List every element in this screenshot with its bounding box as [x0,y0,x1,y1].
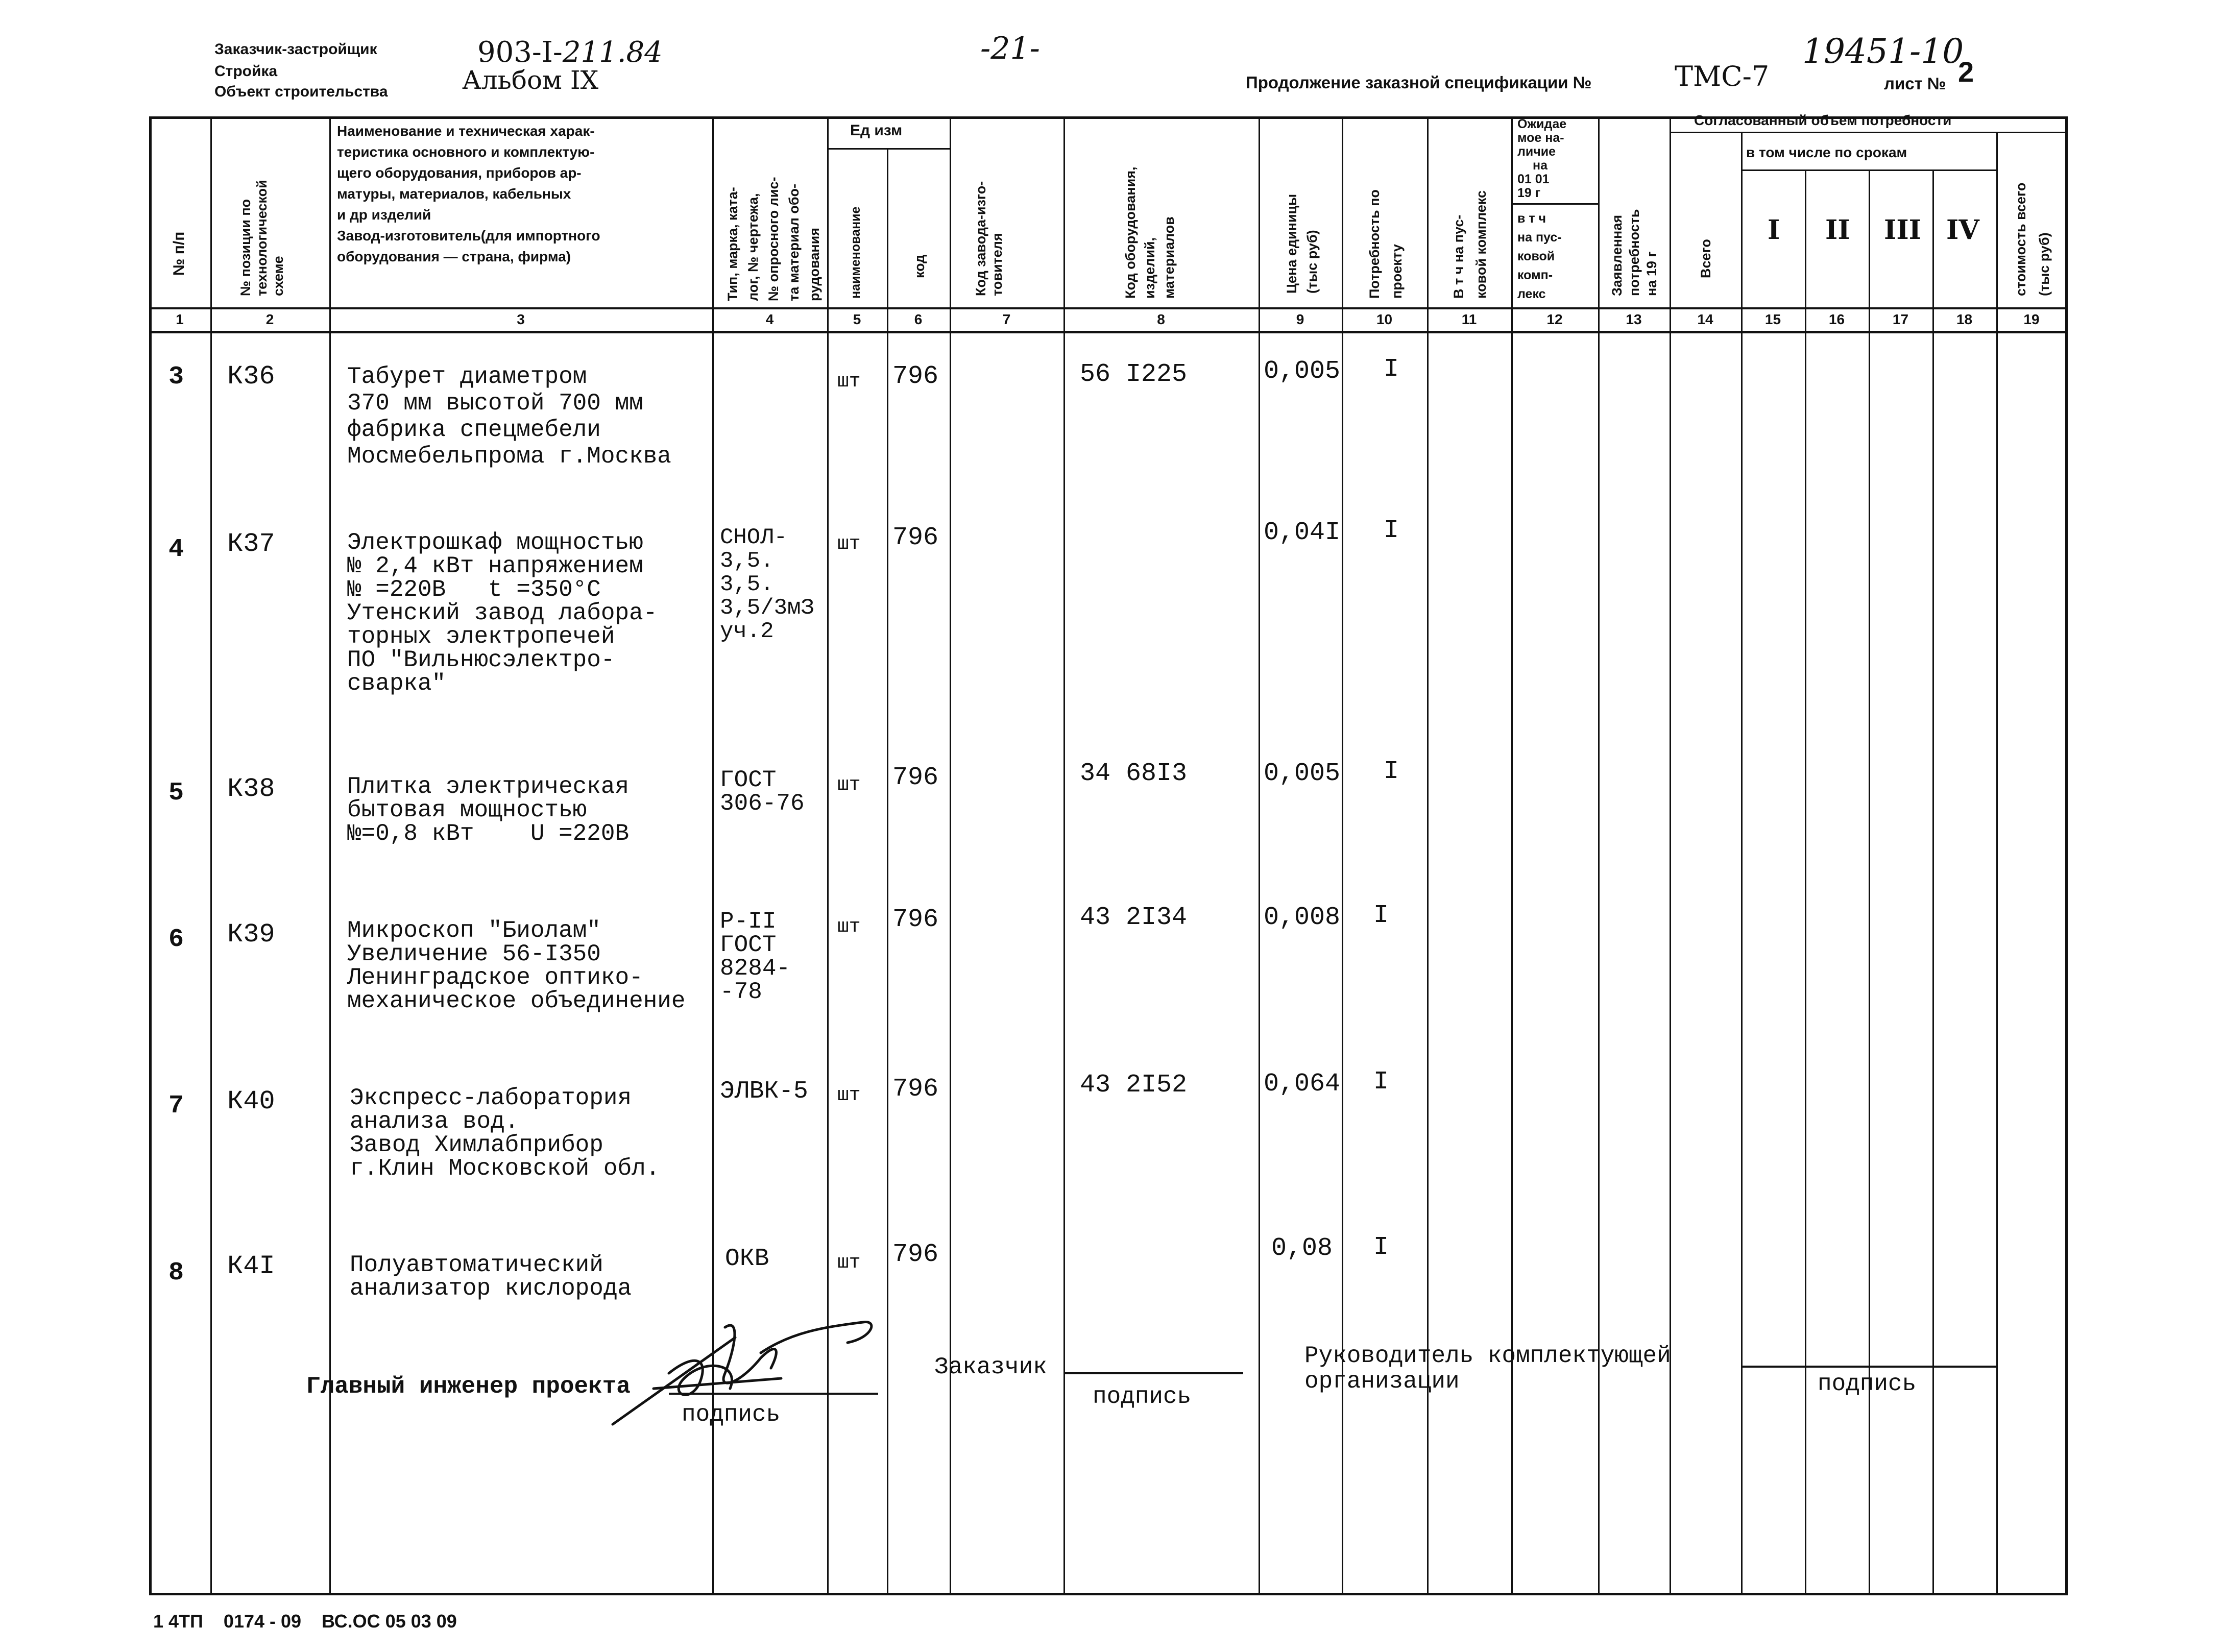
c12-split-rule [1511,203,1598,205]
col-num: 6 [914,311,923,327]
header-c14: Всего [1698,239,1713,278]
col-num: 3 [517,311,525,327]
table-border-bottom [149,1593,2068,1595]
row-number: 3 [168,362,184,392]
col-num: 9 [1296,311,1304,327]
header-c6: код [912,254,927,278]
required-qty: I [1373,1067,1389,1097]
header-c13: Заявленная потребность на 19 г [1609,209,1659,296]
position-code: К37 [227,529,275,559]
header-c5: наименование [849,206,863,299]
col-num: 18 [1956,311,1973,327]
unit-price: 0,08 [1271,1234,1333,1263]
header-term-group: в том числе по срокам [1746,144,1907,160]
col-divider-1 [210,116,212,1595]
equipment-code: 43 2I34 [1080,903,1188,932]
col-num: 11 [1461,311,1477,327]
col-num: 17 [1892,311,1909,327]
item-unit: шт [837,774,861,796]
item-type: ОКВ [725,1245,769,1273]
header-c18: IV [1946,214,1979,246]
sheet-number: 2 [1958,56,1974,88]
header-c16: II [1825,214,1850,246]
supplier-head-label-line2: организации [1304,1368,1460,1395]
col-divider-14 [1741,132,1743,1595]
header-agreed-group: Согласованный объем потребности [1694,112,1952,128]
item-unit: шт [837,1084,861,1106]
header-c11: В т ч на пус- ковой комплекс [1451,190,1489,299]
item-unit: шт [837,1252,861,1274]
project-code [477,36,663,69]
header-c7: Код завода-изго- товителя [973,181,1005,296]
item-type: ЭЛВК-5 [720,1078,808,1105]
header-c8: Код оборудования, изделий, материалов [1123,166,1177,299]
col-divider-17 [1932,169,1934,1595]
row-number: 6 [168,925,184,954]
col-divider-11 [1511,116,1513,1595]
unit-code: 796 [892,362,939,391]
col-num: 15 [1764,311,1781,327]
col-num: 2 [265,311,274,327]
item-unit: шт [837,916,861,938]
equipment-code: 34 68I3 [1080,759,1188,788]
col-divider-15 [1805,169,1806,1595]
site-label: Стройка [214,63,278,80]
col-num: 19 [2023,311,2040,327]
col-divider-12 [1598,116,1600,1595]
supplier-head-label-line1: Руководитель комплектующей [1304,1343,1671,1369]
col-num: 12 [1546,311,1563,327]
header-c3: Наименование и техническая харак- теристика основного и комплектую- щего оборудования, приборов ар- матуры, материалов, кабельных и др изделий Завод-изготовитель(для импортного оборудования — страна, фирма) [337,123,600,264]
col-divider-8 [1259,116,1260,1595]
col-num: 4 [765,311,774,327]
header-c19: стоимость всего (тыс руб) [2013,182,2052,296]
col-num: 14 [1697,311,1713,327]
unit-code: 796 [892,1240,939,1269]
equipment-code: 56 I225 [1080,360,1188,389]
unit-price: 0,005 [1264,357,1341,386]
header-number-row-bottom [149,331,2068,333]
header-c1: № п/п [171,231,187,276]
project-code-printed: 903-I- [477,36,563,69]
required-qty: I [1373,1233,1389,1262]
required-qty: I [1384,757,1399,786]
customer-signature-caption: подпись [1093,1383,1192,1410]
document-number: 19451-10 [1802,32,1964,71]
header-c2: № позиции по технологической схеме [238,180,286,296]
header-c10: Потребность по проекту [1367,189,1405,299]
col-num: 10 [1376,311,1393,327]
supplier-signature-caption: подпись [1818,1371,1917,1397]
customer-label: Заказчик-застройщик [214,41,377,58]
table-border-left [149,116,152,1595]
unit-code: 796 [892,905,939,934]
item-name: Табурет диаметром 370 мм высотой 700 мм фабрика спецмебели Мосмебельпрома г.Москва [347,363,671,470]
signature-stroke [761,1322,872,1353]
col-divider-18 [1996,132,1998,1595]
row-number: 4 [168,535,184,564]
col-num: 7 [1002,311,1011,327]
header-c15: I [1768,214,1780,246]
object-label: Объект строительства [214,83,388,100]
item-type: Р-II ГОСТ 8284- -78 [720,908,791,1005]
unit-price: 0,008 [1264,903,1341,932]
row-number: 8 [168,1258,184,1287]
item-unit: шт [837,533,861,555]
continuation-label: Продолжение заказной спецификации № [1246,73,1592,92]
project-code-handwritten: 211.84 [562,36,663,69]
chief-engineer-label: Главный инженер проекта [306,1373,631,1400]
footer-code: 1 4ТП 0174 - 09 ВС.ОС 05 03 09 [153,1611,457,1632]
unit-group-rule [827,148,950,150]
item-type: ГОСТ 306-76 [720,767,805,817]
album-label: Альбом IX [462,65,599,95]
unit-price: 0,064 [1264,1070,1341,1099]
position-code: К39 [227,919,275,950]
header-c4: Тип, марка, ката- лог, № чертежа, № опросного лис- та материал обо- рудования [725,177,822,301]
col-num: 16 [1828,311,1845,327]
item-name: Микроскоп "Биолам" Увеличение 56-I350 Ленинградское оптико- механическое объединение [347,917,686,1014]
row-number: 7 [168,1091,184,1121]
header-number-row-top [149,307,2068,309]
col-num: 5 [853,311,861,327]
unit-price: 0,005 [1264,759,1341,788]
unit-code: 796 [892,1075,939,1104]
unit-price: 0,04I [1264,518,1341,547]
chief-engineer-signature-caption: подпись [682,1401,781,1428]
supplier-signature-line [1741,1366,1996,1368]
col-num: 13 [1626,311,1642,327]
header-unit-group: Ед изм [850,122,903,139]
col-divider-5 [887,148,888,1595]
item-type: СНОЛ- 3,5. 3,5. 3,5/3мЗ уч.2 [720,525,814,644]
position-code: К40 [227,1086,275,1116]
required-qty: I [1373,901,1389,930]
sheet-label: лист № [1884,74,1946,93]
equipment-code: 43 2I52 [1080,1071,1188,1100]
item-name: Плитка электрическая бытовая мощностью №=0,8 кВт U =220В [347,773,630,847]
handwritten-signature [608,1297,883,1429]
spec-number: ТМС-7 [1675,60,1770,92]
position-code: К36 [227,361,275,392]
col-divider-13 [1670,116,1671,1595]
required-qty: I [1384,516,1399,545]
agreed-group-rule [1670,132,2068,133]
col-num: 1 [176,311,184,327]
item-unit: шт [837,371,861,393]
customer-label: Заказчик [934,1354,1047,1380]
col-num: 8 [1157,311,1165,327]
item-name: Полуавтоматический анализатор кислорода [350,1252,632,1302]
signature-stroke [613,1338,735,1424]
position-code: К38 [227,774,275,804]
item-name: Электрошкаф мощностью № 2,4 кВт напряжением № =220В t =350°С Утенский завод лабора- торных электропечей ПО "Вильнюсэлектро- сварка" [347,529,658,697]
item-name: Экспресс-лаборатория анализа вод. Завод Химлабприбор г.Клин Московской обл. [350,1085,660,1182]
required-qty: I [1384,355,1399,384]
header-c12-top: Ожидае мое на- личие на 01 01 19 г [1517,117,1567,200]
header-c12-bottom: в т ч на пус- ковой комп- лекс [1517,211,1562,301]
row-number: 5 [168,779,184,808]
page-number: -21- [980,31,1040,66]
table-border-right [2065,116,2068,1595]
signature-stroke [654,1378,781,1389]
unit-code: 796 [892,523,939,552]
customer-signature-line [1065,1372,1243,1374]
header-c9: Цена единицы (тыс руб) [1284,193,1320,294]
position-code: К4I [227,1251,275,1281]
header-c17: III [1884,214,1921,246]
unit-code: 796 [892,763,939,792]
